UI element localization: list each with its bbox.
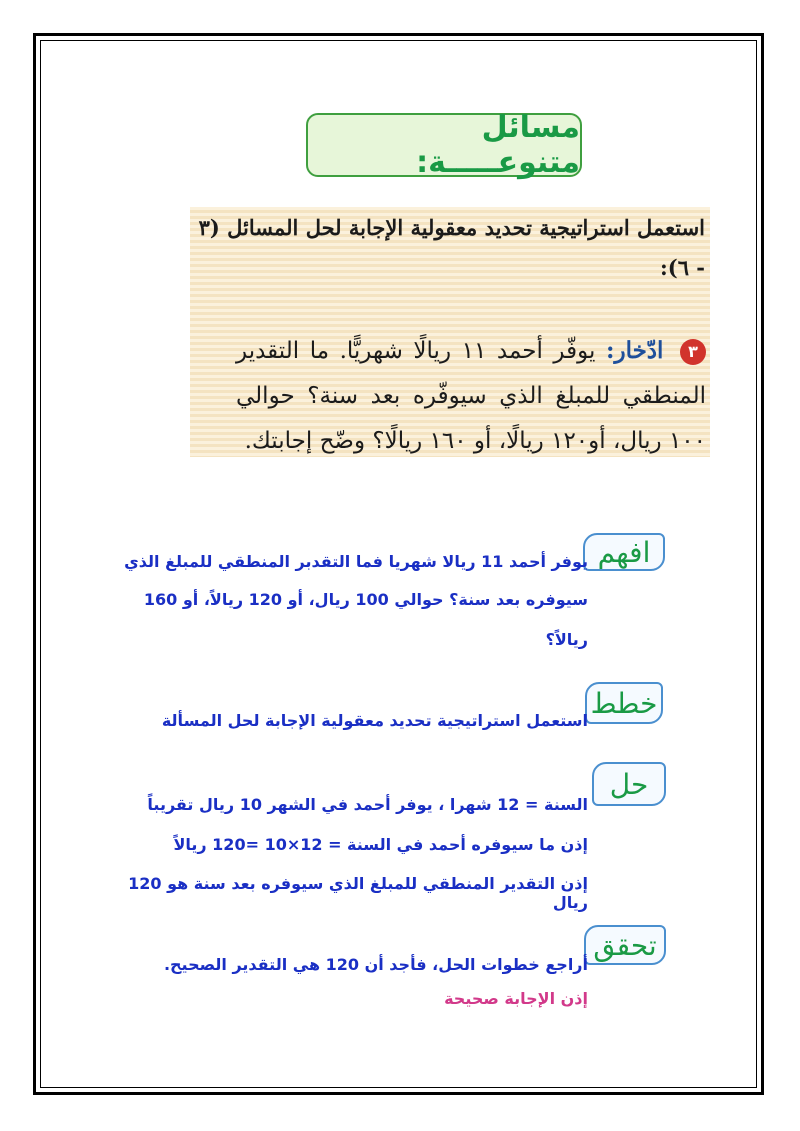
understand-line-1: يوفر أحمد 11 ريالا شهريا فما التقدبر المنطقي للمبلغ الذي — [124, 552, 588, 571]
understand-line-3: ريالاً؟ — [545, 630, 588, 649]
problem-label: ادّخار: — [605, 337, 664, 364]
step-label-solve: حل — [592, 762, 666, 806]
page-title: مسائل متنوعـــــة: — [416, 110, 580, 180]
solve-line-2: إذن ما سيوفره أحمد في السنة = 12×10 =120 ريالاً — [173, 835, 588, 854]
title-box — [306, 110, 582, 180]
problem-text: يوفّر أحمد ١١ ريالًا شهريًّا. ما التقدير المنطقي للمبلغ الذي سيوفّره بعد سنة؟ حوالي ١٠٠ ريال، أو١٢٠ ريالًا، أو ١٦٠ ريالًا؟ وضّح إجابتك. — [236, 338, 706, 454]
step-label-check: تحقق — [584, 925, 666, 965]
problem-statement — [236, 328, 706, 464]
step-label-plan: خطط — [585, 682, 663, 724]
conclusion-text: إذن الإجابة صحيحة — [444, 989, 588, 1008]
check-line-1: أراجع خطوات الحل، فأجد أن 120 هي التقدير الصحيح. — [163, 955, 588, 974]
understand-line-2: سيوفره بعد سنة؟ حوالي 100 ريال، أو 120 ريالاً، أو 160 — [143, 590, 588, 609]
step-label-understand: افهم — [583, 533, 665, 571]
plan-line-1: استعمل استراتيجية تحديد معقولية الإجابة لحل المسألة — [161, 711, 588, 730]
solve-line-1: السنة = 12 شهرا ، يوفر أحمد في الشهر 10 ريال تقريباً — [147, 795, 588, 814]
instruction-text: استعمل استراتيجية تحديد معقولية الإجابة لحل المسائل (٣ - ٦): — [198, 215, 705, 280]
problem-number-badge: ٣ — [680, 339, 706, 365]
solve-line-3: إذن التقدير المنطقي للمبلغ الذي سيوفره بعد سنة هو 120 ريال — [128, 874, 588, 912]
